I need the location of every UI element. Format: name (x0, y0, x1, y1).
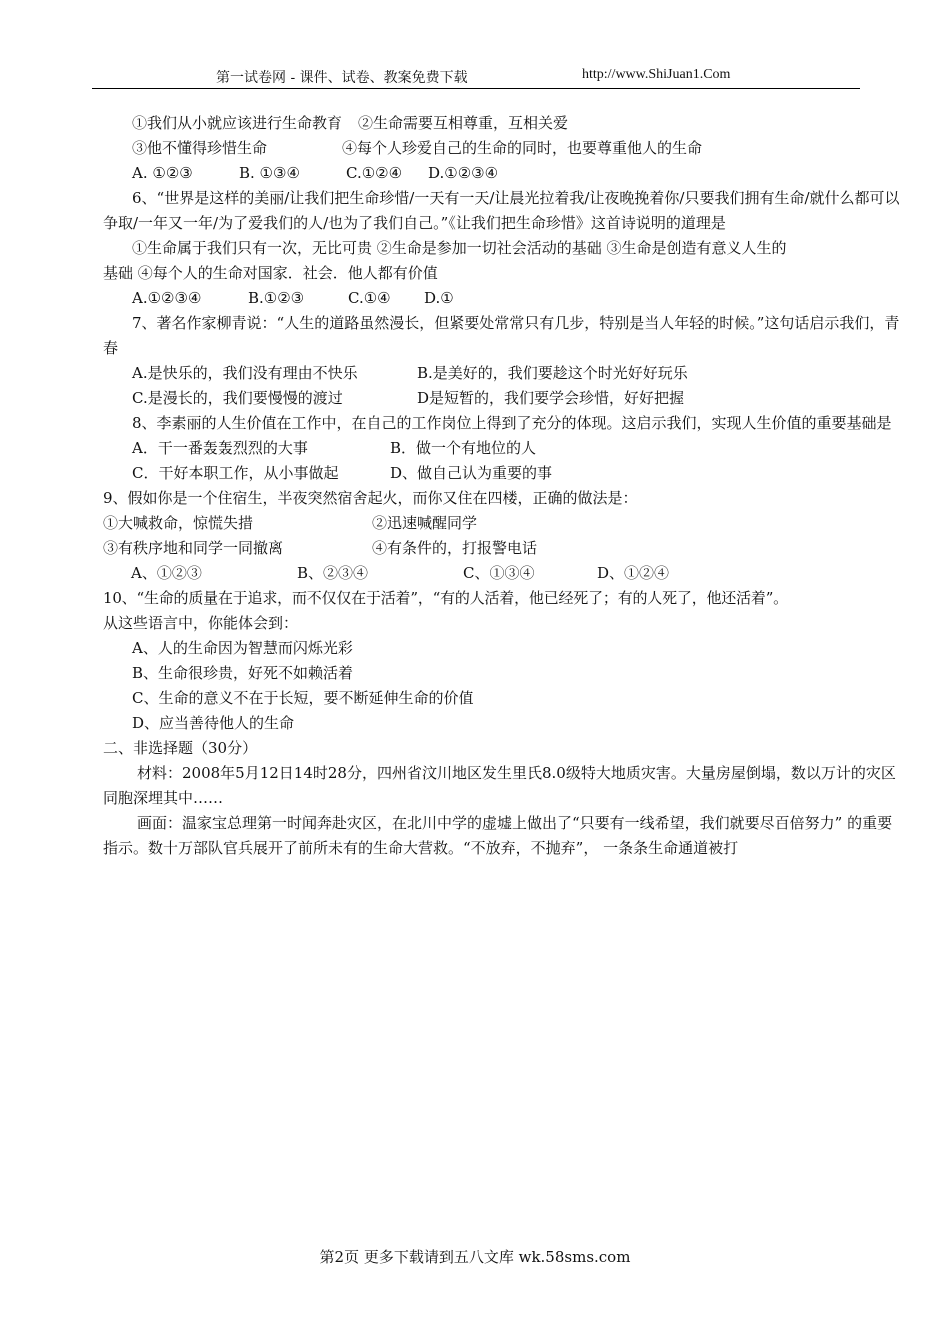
q8-options-ab: A．干一番轰轰烈烈的大事 B．做一个有地位的人 (132, 439, 537, 457)
q6-stem: 6、“世界是这样的美丽/让我们把生命珍惜/一天有一天/让晨光拉着我/让夜晚挽着你/只要我们拥有生命/就什么都可以争取/一年又一年/为了爱我们的人/也为了我们自己。”《让我们把生命珍惜》这首诗说明的道理是 (103, 189, 900, 232)
q10-option-d: D、应当善待他人的生命 (132, 714, 295, 732)
q7-options-ab: A.是快乐的，我们没有理由不快乐 B.是美好的，我们要趁这个时光好好玩乐 (132, 364, 688, 382)
q9-options-row1: ①大喊救命，惊慌失措 ②迅速喊醒同学 (103, 514, 478, 532)
q6-options-line2: 基础 ④每个人的生命对国家．社会．他人都有价值 (103, 264, 438, 282)
q9-options-row2: ③有秩序地和同学一同撤离 ④有条件的，打报警电话 (103, 539, 538, 557)
q5-choices: A. ①②③ B. ①③④ C.①②④ D.①②③④ (132, 164, 499, 182)
q6-options-line1: ①生命属于我们只有一次，无比可贵 ②生命是参加一切社会活动的基础 ③生命是创造有意义人生的 (132, 239, 787, 257)
q10-option-b: B、生命很珍贵，好死不如赖活着 (132, 664, 354, 682)
question-body (103, 111, 900, 861)
section2-material: 材料：2008年5月12日14时28分，四州省汶川地区发生里氏8.0级特大地质灾害。大量房屋倒塌，数以万计的灾区同胞深埋其中…… (103, 764, 896, 807)
q7-options-cd: C.是漫长的，我们要慢慢的渡过 D是短暂的，我们要学会珍惜，好好把握 (132, 389, 685, 407)
header-site-name: 第一试卷网 - 课件、试卷、教案免费下载 (216, 70, 468, 86)
q9-stem: 9、假如你是一个住宿生，半夜突然宿舍起火，而你又住在四楼，正确的做法是： (103, 489, 638, 507)
page-footer: 第2页 更多下载请到五八文库 wk.58sms.com (319, 1248, 631, 1266)
q8-options-cd: C．干好本职工作，从小事做起 D、做自己认为重要的事 (132, 464, 553, 482)
q6-choices: A.①②③④ B.①②③ C.①④ D.① (132, 289, 454, 307)
header-url: http://www.ShiJuan1.Com (582, 67, 731, 82)
q8-stem: 8、李素丽的人生价值在工作中，在自己的工作岗位上得到了充分的体现。这启示我们，实现人生价值的重要基础是 (132, 414, 892, 432)
section2-title: 二、非选择题（30分） (103, 739, 258, 757)
page-header (92, 64, 860, 89)
section2-scene: 画面：温家宝总理第一时闻奔赴灾区，在北川中学的虚墟上做出了“只要有一线希望，我们就要尽百倍努力” 的重要指示。数十万部队官兵展开了前所未有的生命大营救。“不放弃，不抛弃”， 一条条生命通道被打 (103, 814, 893, 857)
q10-stem-line2: 从这些语言中，你能体会到： (103, 614, 299, 632)
q10-option-a: A、人的生命因为智慧而闪烁光彩 (132, 639, 353, 657)
q5-options-row1: ①我们从小就应该进行生命教育 ②生命需要互相尊重，互相关爱 (132, 114, 569, 132)
q5-options-row2: ③他不懂得珍惜生命 ④每个人珍爱自己的生命的同时，也要尊重他人的生命 (132, 139, 703, 157)
q10-stem-line1: 10、“生命的质量在于追求，而不仅仅在于活着”，“有的人活着，他已经死了；有的人死了，他还活着”。 (103, 589, 788, 607)
q9-choices: A、①②③ B、②③④ C、①③④ D、①②④ (131, 564, 670, 582)
q7-stem: 7、著名作家柳青说：“人生的道路虽然漫长，但紧要处常常只有几步，特别是当人年轻的时候。”这句话启示我们，青春 (103, 314, 900, 357)
q10-option-c: C、生命的意义不在于长短，要不断延伸生命的价值 (132, 689, 474, 707)
